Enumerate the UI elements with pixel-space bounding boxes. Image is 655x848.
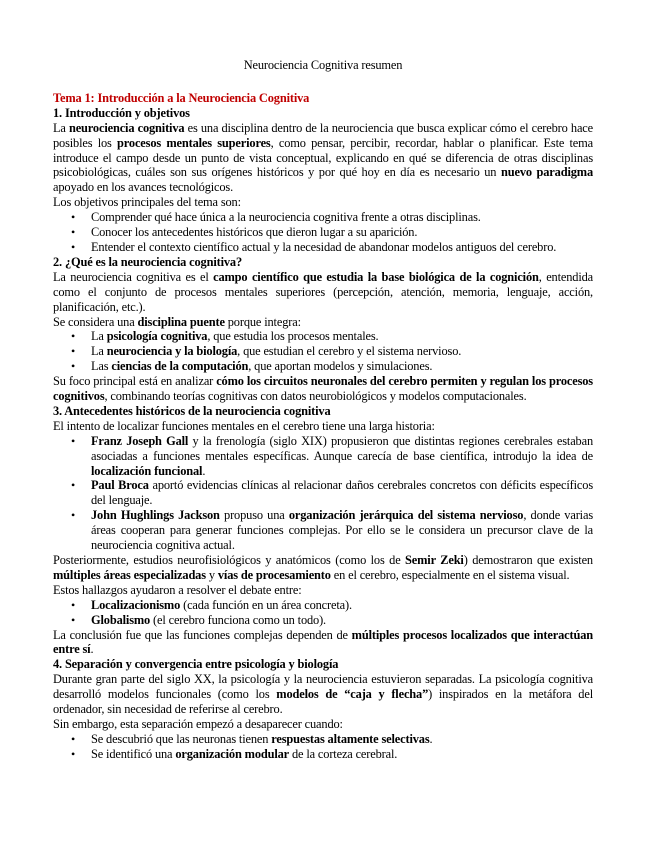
paragraph: La neurociencia cognitiva es una disciplina dentro de la neurociencia que busca explicar cómo el cerebro hace posibles los procesos mentales superiores, como pensar, percibir, recordar, hablar o planificar. Este tema introduce el campo desde un punto de vista conceptual, explicando en qué se diferencia de otras disciplinas psicobiológicas, cuáles son sus orígenes históricos y por qué hoy en día es necesario un nuevo paradigma apoyado en los avances tecnológicos. — [53, 120, 593, 195]
paragraph: La neurociencia cognitiva es el campo científico que estudia la base biológica de la cognición, entendida como el conjunto de procesos mentales superiores (percepción, atención, memoria, lenguaje, acción, planificación, etc.). — [53, 269, 594, 314]
document-title: Neurociencia Cognitiva resumen — [243, 58, 403, 72]
paragraph: El intento de localizar funciones mentales en el cerebro tiene una larga historia: — [53, 418, 435, 433]
bullet-list — [53, 598, 593, 628]
section-heading-3: 3. Antecedentes históricos de la neurociencia cognitiva — [53, 403, 331, 418]
paragraph: Los objetivos principales del tema son: — [53, 195, 241, 210]
paragraph: La conclusión fue que las funciones complejas dependen de múltiples procesos localizados que interactúan entre sí. — [53, 627, 593, 657]
list-item: • Franz Joseph Gall y la frenología (siglo XIX) propusieron que distintas regiones cerebrales estaban asociadas a funciones mentales específicas. Aunque carecía de base científica, introdujo la idea de localización funcional. — [91, 434, 593, 479]
section-heading-1: 1. Introducción y objetivos — [53, 105, 190, 120]
paragraph: Estos hallazgos ayudaron a resolver el debate entre: — [53, 582, 302, 597]
paragraph: Posteriormente, estudios neurofisiológicos y anatómicos (como los de Semir Zeki) demostraron que existen múltiples áreas especializadas y vías de procesamiento en el cerebro, especialmente en el sistema visual. — [53, 553, 593, 582]
paragraph: Se considera una disciplina puente porque integra: — [53, 314, 301, 329]
section-heading-2: 2. ¿Qué es la neurociencia cognitiva? — [53, 254, 243, 269]
list-item: • Conocer los antecedentes históricos que dieron lugar a su aparición. — [91, 225, 593, 240]
list-item: • La psicología cognitiva, que estudia los procesos mentales. — [91, 329, 593, 344]
list-item: • Entender el contexto científico actual y la necesidad de abandonar modelos antiguos del cerebro. — [91, 240, 593, 255]
tema-title: Tema 1: Introducción a la Neurociencia Cognitiva — [53, 90, 310, 105]
list-item: • Globalismo (el cerebro funciona como un todo). — [91, 613, 593, 628]
bullet-list — [53, 329, 593, 374]
bullet-list — [53, 732, 593, 762]
list-item: • Paul Broca aportó evidencias clínicas al relacionar daños cerebrales concretos con déficits específicos del lenguaje. — [91, 478, 593, 508]
list-item: • Se identificó una organización modular de la corteza cerebral. — [91, 747, 593, 762]
list-item: • Se descubrió que las neuronas tienen respuestas altamente selectivas. — [91, 732, 593, 747]
paragraph: Durante gran parte del siglo XX, la psicología y la neurociencia estuvieron separadas. La psicología cognitiva desarrolló modelos funcionales (como los modelos de “caja y flecha”) inspirados en la metáfora del ordenador, sin necesidad de referirse al cerebro. — [53, 672, 593, 717]
list-item: • John Hughlings Jackson propuso una organización jerárquica del sistema nervioso, donde varias áreas cooperan para generar funciones complejas. Por ello se le considera un precursor clave de la neurociencia cognitiva actual. — [91, 508, 593, 553]
paragraph: Su foco principal está en analizar cómo los circuitos neuronales del cerebro permiten y regulan los procesos cognitivos, combinando teorías cognitivas con datos neurobiológicos y modelos computacionales. — [53, 374, 593, 404]
paragraph: Sin embargo, esta separación empezó a desaparecer cuando: — [53, 716, 343, 731]
list-item: • Comprender qué hace única a la neurociencia cognitiva frente a otras disciplinas. — [91, 210, 593, 225]
list-item: • Localizacionismo (cada función en un área concreta). — [91, 598, 593, 613]
bullet-list — [53, 434, 593, 553]
section-heading-4: 4. Separación y convergencia entre psicología y biología — [53, 657, 339, 672]
list-item: • Las ciencias de la computación, que aportan modelos y simulaciones. — [91, 359, 593, 374]
bullet-list — [53, 210, 593, 255]
list-item: • La neurociencia y la biología, que estudian el cerebro y el sistema nervioso. — [91, 344, 593, 359]
